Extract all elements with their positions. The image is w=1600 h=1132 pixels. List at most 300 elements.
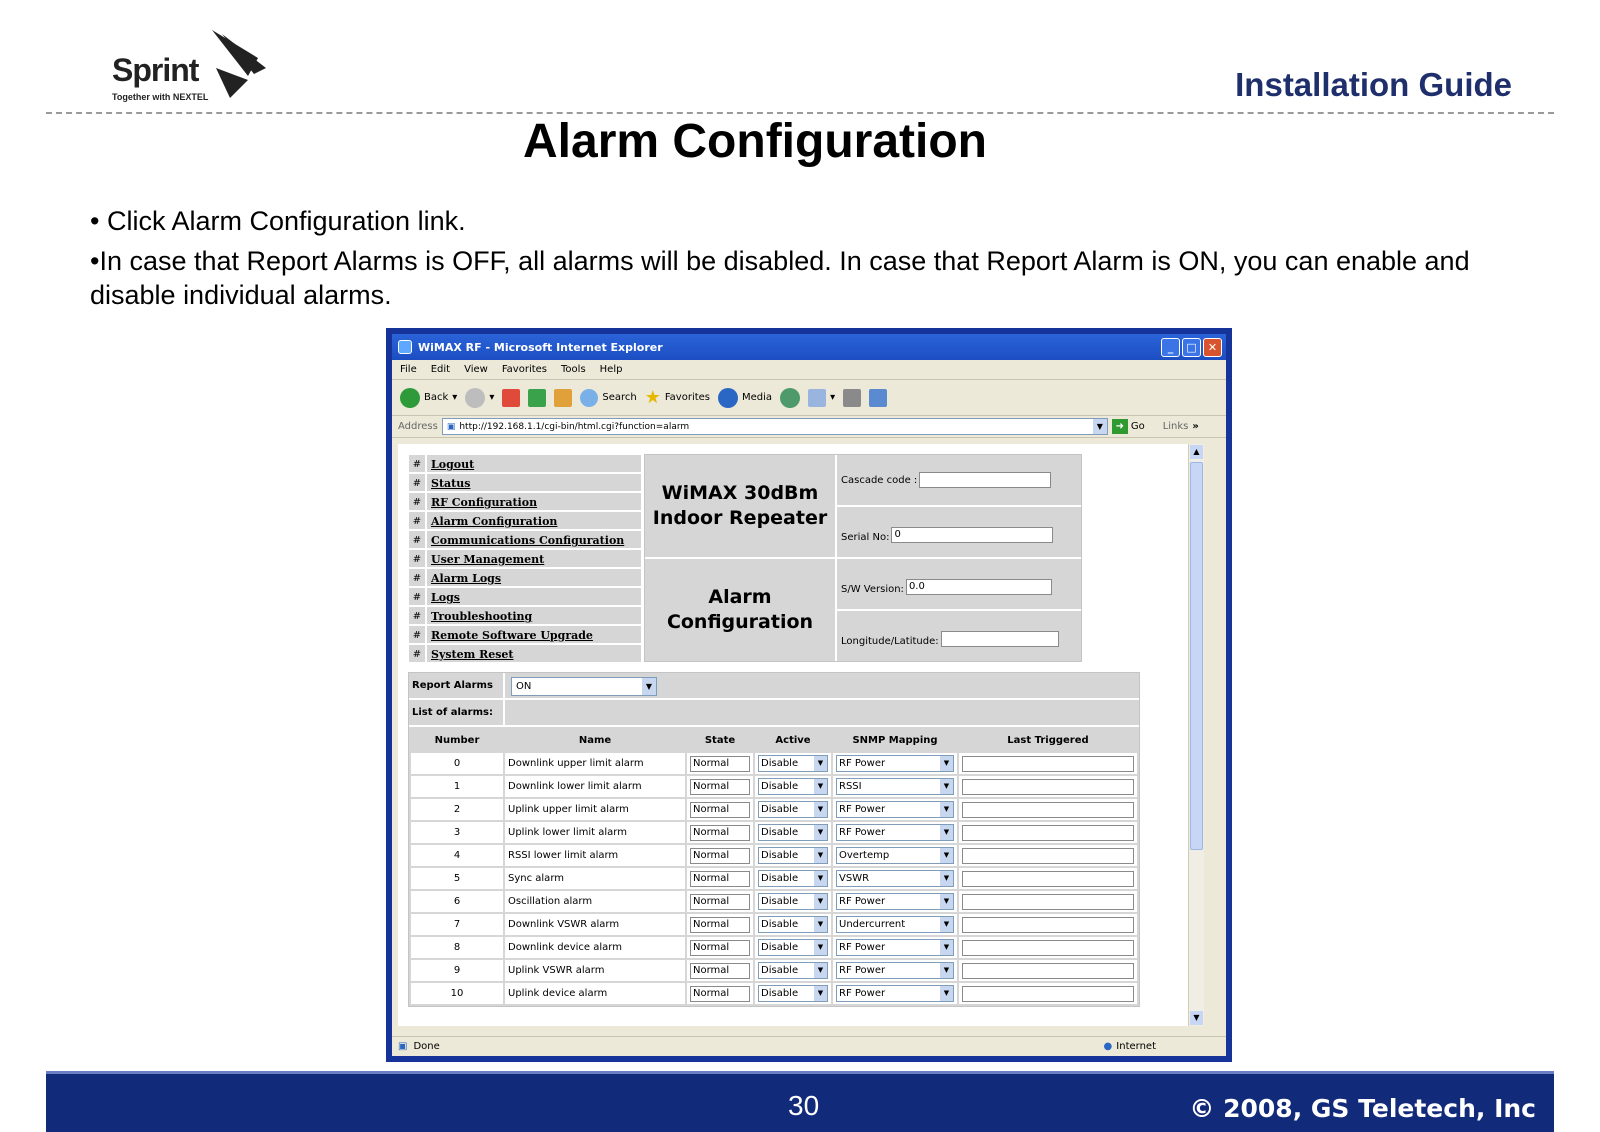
close-button[interactable]: ✕ — [1203, 338, 1222, 357]
window-title: WiMAX RF - Microsoft Internet Explorer — [418, 340, 663, 354]
search-button[interactable]: Search — [580, 389, 636, 407]
snmp-value: VSWR — [839, 873, 870, 884]
last-triggered-cell — [959, 753, 1137, 774]
snmp-select[interactable] — [836, 847, 954, 864]
active-value: Disable — [761, 850, 799, 861]
nav-hash: # — [408, 454, 426, 473]
alarm-name: Downlink VSWR alarm — [505, 914, 685, 935]
header-panel — [644, 454, 1082, 662]
state-field[interactable]: Normal — [690, 756, 750, 772]
serial-no-cell — [837, 507, 1081, 557]
nav-hash: # — [408, 530, 426, 549]
last-triggered-field[interactable] — [962, 871, 1134, 887]
state-cell — [687, 937, 753, 958]
chevron-down-icon[interactable]: ▼ — [814, 963, 827, 978]
nav-hash: # — [408, 625, 426, 644]
print-button[interactable] — [843, 389, 861, 407]
last-triggered-field[interactable] — [962, 940, 1134, 956]
state-cell — [687, 799, 753, 820]
go-button[interactable]: ➜ Go — [1112, 419, 1145, 434]
snmp-cell — [833, 822, 957, 843]
product-name: WiMAX 30dBm Indoor Repeater — [645, 455, 835, 557]
media-icon — [718, 388, 738, 408]
media-button[interactable]: Media — [718, 388, 772, 408]
last-triggered-cell — [959, 776, 1137, 797]
copyright: © 2008, GS Teletech, Inc — [1189, 1094, 1536, 1123]
snmp-select[interactable] — [836, 939, 954, 956]
table-header-row — [411, 729, 1137, 751]
state-cell — [687, 914, 753, 935]
sw-version-field[interactable]: 0.0 — [906, 579, 1052, 595]
table-row — [411, 845, 1137, 866]
snmp-cell — [833, 868, 957, 889]
nav-link[interactable]: Troubleshooting — [426, 606, 642, 625]
active-select[interactable] — [758, 801, 828, 818]
state-field[interactable]: Normal — [690, 894, 750, 910]
chevron-down-icon[interactable]: ▼ — [940, 894, 953, 909]
menu-item-favorites[interactable]: Favorites — [501, 364, 548, 375]
scroll-up-icon[interactable]: ▲ — [1190, 445, 1203, 459]
snmp-select[interactable] — [836, 916, 954, 933]
report-alarms-select[interactable] — [511, 677, 657, 696]
state-field[interactable]: Normal — [690, 871, 750, 887]
alarm-number: 8 — [411, 937, 503, 958]
refresh-button[interactable] — [528, 389, 546, 407]
active-cell — [755, 845, 831, 866]
status-text: Done — [413, 1041, 440, 1052]
links-button[interactable]: Links — [1162, 421, 1189, 432]
snmp-value: Undercurrent — [839, 919, 906, 930]
active-value: Disable — [761, 804, 799, 815]
table-row — [411, 960, 1137, 981]
active-cell — [755, 914, 831, 935]
chevron-down-icon[interactable]: ▼ — [940, 986, 953, 1001]
nav-link[interactable]: System Reset — [426, 644, 642, 663]
report-alarms-value: ON — [516, 681, 532, 692]
alarm-number: 2 — [411, 799, 503, 820]
active-value: Disable — [761, 758, 799, 769]
stop-icon — [502, 389, 520, 407]
snmp-select[interactable] — [836, 755, 954, 772]
state-field[interactable]: Normal — [690, 848, 750, 864]
back-icon — [400, 388, 420, 408]
last-triggered-field[interactable] — [962, 825, 1134, 841]
state-field[interactable]: Normal — [690, 917, 750, 933]
snmp-cell — [833, 753, 957, 774]
alarm-name: Uplink upper limit alarm — [505, 799, 685, 820]
active-cell — [755, 937, 831, 958]
table-row — [411, 799, 1137, 820]
page-done-icon: ▣ — [398, 1041, 408, 1052]
minimize-button[interactable]: _ — [1161, 338, 1180, 357]
logo-tagline: Together with NEXTEL — [112, 92, 209, 102]
ie-icon — [398, 340, 412, 354]
last-triggered-cell — [959, 983, 1137, 1004]
last-triggered-field[interactable] — [962, 779, 1134, 795]
state-field[interactable]: Normal — [690, 986, 750, 1002]
snmp-value: RF Power — [839, 988, 886, 999]
cascade-code-cell — [837, 455, 1081, 505]
alarm-number: 1 — [411, 776, 503, 797]
window-titlebar[interactable] — [392, 334, 1226, 360]
nav-link[interactable]: Alarm Configuration — [426, 511, 642, 530]
column-header: SNMP Mapping — [833, 729, 957, 751]
state-cell — [687, 776, 753, 797]
chevron-down-icon[interactable]: ▼ — [814, 779, 827, 794]
state-field[interactable]: Normal — [690, 940, 750, 956]
alarm-number: 7 — [411, 914, 503, 935]
nav-item[interactable] — [408, 644, 642, 663]
back-button[interactable]: Back ▾ — [400, 388, 457, 408]
snmp-cell — [833, 891, 957, 912]
last-triggered-cell — [959, 891, 1137, 912]
menu-item-view[interactable]: View — [464, 364, 488, 375]
last-triggered-field[interactable] — [962, 756, 1134, 772]
chevron-down-icon[interactable]: ▼ — [940, 848, 953, 863]
nav-item[interactable] — [408, 549, 642, 568]
star-icon: ★ — [644, 387, 661, 408]
alarm-name: Downlink device alarm — [505, 937, 685, 958]
nav-hash: # — [408, 549, 426, 568]
active-cell — [755, 868, 831, 889]
active-value: Disable — [761, 919, 799, 930]
active-cell — [755, 776, 831, 797]
bullet-1: • Click Alarm Configuration link. — [90, 206, 466, 236]
snmp-select[interactable] — [836, 893, 954, 910]
scroll-down-icon[interactable]: ▼ — [1190, 1011, 1203, 1025]
table-row — [411, 868, 1137, 889]
nav-item[interactable] — [408, 568, 642, 587]
snmp-cell — [833, 845, 957, 866]
chevron-down-icon[interactable]: ▼ — [814, 917, 827, 932]
active-select[interactable] — [758, 755, 828, 772]
active-select[interactable] — [758, 962, 828, 979]
chevron-down-icon[interactable]: ▼ — [940, 871, 953, 886]
alarm-name: Sync alarm — [505, 868, 685, 889]
page-heading: Alarm Configuration — [645, 559, 835, 661]
address-bar — [392, 416, 1226, 438]
edit-icon — [869, 389, 887, 407]
snmp-cell — [833, 983, 957, 1004]
home-icon — [554, 389, 572, 407]
chevron-down-icon[interactable]: ▼ — [940, 963, 953, 978]
chevron-down-icon[interactable]: ▼ — [940, 779, 953, 794]
history-button[interactable] — [780, 388, 800, 408]
last-triggered-field[interactable] — [962, 894, 1134, 910]
lonlat-cell — [837, 611, 1081, 661]
page-icon: ▣ — [446, 421, 456, 432]
page-viewport — [398, 444, 1188, 1026]
go-arrow-icon: ➜ — [1112, 419, 1128, 434]
column-header: Active — [755, 729, 831, 751]
active-select[interactable] — [758, 870, 828, 887]
active-value: Disable — [761, 988, 799, 999]
refresh-icon — [528, 389, 546, 407]
table-row — [411, 983, 1137, 1004]
last-triggered-cell — [959, 914, 1137, 935]
state-field[interactable]: Normal — [690, 963, 750, 979]
page-number: 30 — [788, 1090, 820, 1121]
nav-hash: # — [408, 606, 426, 625]
active-select[interactable] — [758, 893, 828, 910]
logo-word: Sprint — [112, 52, 199, 88]
alarm-number: 10 — [411, 983, 503, 1004]
alarm-config-panel — [408, 672, 1140, 1007]
chevron-down-icon[interactable]: ▼ — [814, 940, 827, 955]
nav-link[interactable]: Communications Configuration — [426, 530, 642, 549]
snmp-cell — [833, 799, 957, 820]
scroll-thumb[interactable] — [1190, 462, 1203, 850]
maximize-button[interactable]: □ — [1182, 338, 1201, 357]
report-alarms-label: Report Alarms — [409, 673, 505, 698]
last-triggered-cell — [959, 822, 1137, 843]
active-select[interactable] — [758, 847, 828, 864]
menu-item-help[interactable]: Help — [599, 364, 623, 375]
column-header: Number — [411, 729, 503, 751]
nav-link[interactable]: User Management — [426, 549, 642, 568]
chevron-down-icon[interactable]: ▼ — [814, 848, 827, 863]
snmp-select[interactable] — [836, 870, 954, 887]
active-select[interactable] — [758, 916, 828, 933]
list-of-alarms-row — [409, 700, 1139, 727]
menu-item-edit[interactable]: Edit — [430, 364, 451, 375]
nav-item[interactable] — [408, 625, 642, 644]
chevron-down-icon[interactable]: ▼ — [814, 986, 827, 1001]
state-cell — [687, 822, 753, 843]
active-value: Disable — [761, 781, 799, 792]
active-select[interactable] — [758, 824, 828, 841]
alarm-number: 9 — [411, 960, 503, 981]
guide-title: Installation Guide — [1235, 66, 1512, 103]
active-cell — [755, 799, 831, 820]
sprint-wing-icon — [208, 28, 272, 98]
report-alarms-row — [409, 673, 1139, 700]
snmp-value: RF Power — [839, 804, 886, 815]
nav-hash: # — [408, 492, 426, 511]
last-triggered-field[interactable] — [962, 963, 1134, 979]
mail-icon — [808, 389, 826, 407]
serial-no-field[interactable]: 0 — [891, 527, 1053, 543]
chevron-down-icon[interactable]: ▼ — [814, 756, 827, 771]
mail-button[interactable]: ▾ — [808, 389, 835, 407]
print-icon — [843, 389, 861, 407]
snmp-value: RF Power — [839, 942, 886, 953]
active-select[interactable] — [758, 778, 828, 795]
alarm-name: Downlink lower limit alarm — [505, 776, 685, 797]
snmp-select[interactable] — [836, 778, 954, 795]
active-value: Disable — [761, 896, 799, 907]
favorites-button[interactable]: ★ Favorites — [644, 387, 711, 408]
chevron-down-icon[interactable]: ▼ — [940, 917, 953, 932]
nav-hash: # — [408, 473, 426, 492]
snmp-select[interactable] — [836, 801, 954, 818]
active-cell — [755, 891, 831, 912]
chevron-down-icon[interactable]: ▼ — [940, 756, 953, 771]
state-cell — [687, 960, 753, 981]
alarm-number: 0 — [411, 753, 503, 774]
active-select[interactable] — [758, 939, 828, 956]
snmp-value: RF Power — [839, 965, 886, 976]
last-triggered-cell — [959, 799, 1137, 820]
active-cell — [755, 822, 831, 843]
slide-title: Alarm Configuration — [523, 115, 987, 168]
cascade-code-field[interactable] — [919, 472, 1051, 488]
nav-link[interactable]: Status — [426, 473, 642, 492]
nav-hash: # — [408, 568, 426, 587]
last-triggered-cell — [959, 845, 1137, 866]
alarm-number: 3 — [411, 822, 503, 843]
table-row — [411, 914, 1137, 935]
bullet-2: •In case that Report Alarms is OFF, all alarms will be disabled. In case that Report Alarm is ON, you can enable and disable individual alarms. — [90, 246, 1470, 310]
lonlat-label: Longitude/Latitude: — [841, 636, 939, 647]
nav-hash: # — [408, 511, 426, 530]
snmp-value: RF Power — [839, 827, 886, 838]
address-label: Address — [398, 421, 438, 432]
chevron-down-icon[interactable]: ▼ — [1093, 419, 1107, 434]
chevron-down-icon[interactable]: ▼ — [642, 678, 656, 695]
home-button[interactable] — [554, 389, 572, 407]
chevron-down-icon[interactable]: ▼ — [814, 825, 827, 840]
history-icon — [780, 388, 800, 408]
toolbar — [392, 380, 1226, 416]
alarm-table — [409, 727, 1139, 1006]
active-cell — [755, 983, 831, 1004]
address-url: http://192.168.1.1/cgi-bin/html.cgi?function=alarm — [459, 421, 690, 432]
last-triggered-cell — [959, 937, 1137, 958]
alarm-number: 6 — [411, 891, 503, 912]
last-triggered-field[interactable] — [962, 848, 1134, 864]
snmp-select[interactable] — [836, 824, 954, 841]
table-row — [411, 891, 1137, 912]
state-cell — [687, 753, 753, 774]
cascade-code-label: Cascade code : — [841, 474, 918, 486]
nav-link[interactable]: RF Configuration — [426, 492, 642, 511]
state-cell — [687, 891, 753, 912]
menu-bar — [392, 360, 1226, 380]
state-field[interactable]: Normal — [690, 802, 750, 818]
nav-item[interactable] — [408, 587, 642, 606]
snmp-value: RSSI — [839, 781, 862, 792]
zone-text: Internet — [1116, 1041, 1156, 1052]
vertical-scrollbar[interactable] — [1188, 444, 1204, 1026]
last-triggered-field[interactable] — [962, 917, 1134, 933]
nav-hash: # — [408, 644, 426, 663]
status-bar — [392, 1036, 1226, 1056]
snmp-cell — [833, 937, 957, 958]
nav-item[interactable] — [408, 606, 642, 625]
chevron-down-icon[interactable]: ▼ — [814, 802, 827, 817]
list-of-alarms-label: List of alarms: — [409, 700, 505, 725]
column-header: State — [687, 729, 753, 751]
globe-icon: ● — [1103, 1041, 1113, 1052]
nav-item[interactable] — [408, 492, 642, 511]
stop-button[interactable] — [502, 389, 520, 407]
state-field[interactable]: Normal — [690, 825, 750, 841]
chevron-down-icon[interactable]: ▼ — [940, 802, 953, 817]
alarm-name: Uplink lower limit alarm — [505, 822, 685, 843]
forward-button[interactable]: ▾ — [465, 388, 494, 408]
menu-item-tools[interactable]: Tools — [561, 364, 586, 375]
address-input[interactable] — [442, 418, 1108, 435]
alarm-name: RSSI lower limit alarm — [505, 845, 685, 866]
chevron-right-icon[interactable]: » — [1192, 421, 1199, 432]
browser-window — [386, 328, 1232, 1062]
forward-icon — [465, 388, 485, 408]
alarm-name: Uplink VSWR alarm — [505, 960, 685, 981]
column-header: Last Triggered — [959, 729, 1137, 751]
snmp-value: Overtemp — [839, 850, 890, 861]
alarm-number: 4 — [411, 845, 503, 866]
chevron-down-icon[interactable]: ▼ — [814, 894, 827, 909]
nav-item[interactable] — [408, 530, 642, 549]
chevron-down-icon[interactable]: ▼ — [814, 871, 827, 886]
alarm-name: Oscillation alarm — [505, 891, 685, 912]
last-triggered-field[interactable] — [962, 802, 1134, 818]
chevron-down-icon[interactable]: ▼ — [940, 940, 953, 955]
alarm-name: Uplink device alarm — [505, 983, 685, 1004]
column-header: Name — [505, 729, 685, 751]
side-nav — [408, 454, 642, 663]
snmp-select[interactable] — [836, 985, 954, 1002]
bullet-list — [90, 204, 1510, 318]
snmp-select[interactable] — [836, 962, 954, 979]
nav-item[interactable] — [408, 473, 642, 492]
security-zone — [1104, 1041, 1156, 1052]
active-value: Disable — [761, 965, 799, 976]
search-icon — [580, 389, 598, 407]
sprint-logo — [108, 28, 278, 108]
active-cell — [755, 753, 831, 774]
sw-version-cell — [837, 559, 1081, 609]
table-row — [411, 822, 1137, 843]
active-cell — [755, 960, 831, 981]
last-triggered-cell — [959, 868, 1137, 889]
edit-button[interactable] — [869, 389, 887, 407]
nav-link[interactable]: Remote Software Upgrade — [426, 625, 642, 644]
lonlat-field[interactable] — [941, 631, 1059, 647]
state-cell — [687, 868, 753, 889]
sw-version-label: S/W Version: — [841, 584, 904, 595]
last-triggered-field[interactable] — [962, 986, 1134, 1002]
alarm-number: 5 — [411, 868, 503, 889]
snmp-value: RF Power — [839, 758, 886, 769]
active-value: Disable — [761, 827, 799, 838]
nav-item[interactable] — [408, 454, 642, 473]
nav-hash: # — [408, 587, 426, 606]
snmp-cell — [833, 914, 957, 935]
state-cell — [687, 983, 753, 1004]
active-select[interactable] — [758, 985, 828, 1002]
nav-item[interactable] — [408, 511, 642, 530]
state-cell — [687, 845, 753, 866]
alarm-name: Downlink upper limit alarm — [505, 753, 685, 774]
nav-link[interactable]: Logs — [426, 587, 642, 606]
snmp-cell — [833, 960, 957, 981]
menu-item-file[interactable]: File — [400, 364, 417, 375]
active-value: Disable — [761, 873, 799, 884]
nav-link[interactable]: Logout — [426, 454, 642, 473]
table-row — [411, 776, 1137, 797]
table-row — [411, 937, 1137, 958]
serial-no-label: Serial No: — [841, 532, 890, 543]
nav-link[interactable]: Alarm Logs — [426, 568, 642, 587]
chevron-down-icon[interactable]: ▼ — [940, 825, 953, 840]
snmp-value: RF Power — [839, 896, 886, 907]
snmp-cell — [833, 776, 957, 797]
table-row — [411, 753, 1137, 774]
last-triggered-cell — [959, 960, 1137, 981]
state-field[interactable]: Normal — [690, 779, 750, 795]
